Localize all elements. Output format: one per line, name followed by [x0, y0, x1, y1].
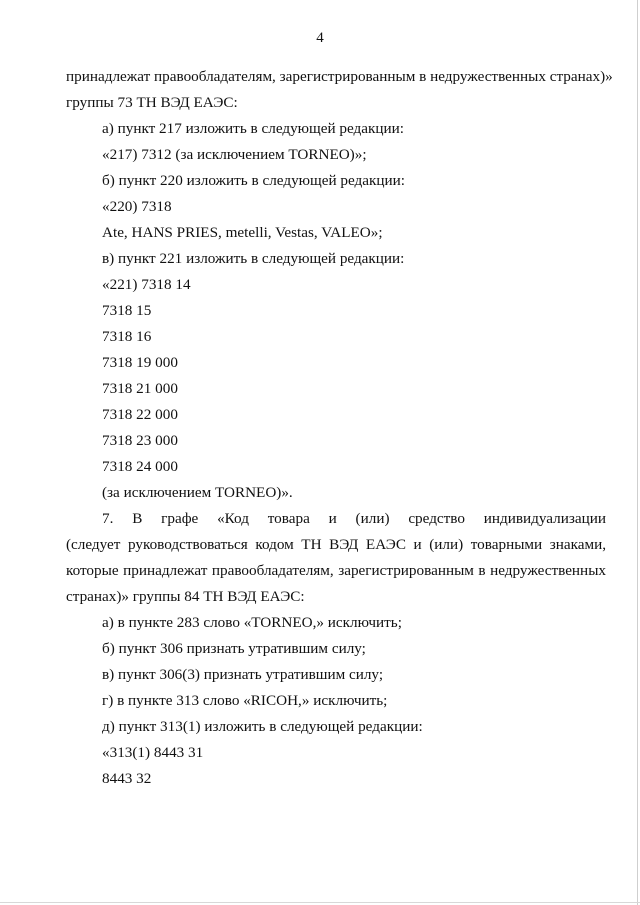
- text-line: группы 73 ТН ВЭД ЕАЭС:: [66, 94, 238, 111]
- text-line: а) в пункте 283 слово «TORNEO,» исключить;: [102, 614, 402, 631]
- text-line: в) пункт 221 изложить в следующей редакции:: [102, 250, 405, 267]
- text-line: 7. В графе «Код товара и (или) средство индивидуализации: [102, 510, 606, 527]
- page-number: 4: [316, 30, 324, 46]
- text-line: б) пункт 220 изложить в следующей редакции:: [102, 172, 405, 189]
- text-line: г) в пункте 313 слово «RICOH,» исключить;: [102, 692, 388, 709]
- text-line: «220) 7318: [102, 198, 172, 215]
- text-line: в) пункт 306(3) признать утратившим силу;: [102, 666, 384, 683]
- text-line: Ate, HANS PRIES, metelli, Vestas, VALEO»;: [102, 224, 383, 241]
- text-line: а) пункт 217 изложить в следующей редакции:: [102, 120, 404, 137]
- text-line: 7318 16: [102, 328, 152, 345]
- text-line: 7318 15: [102, 302, 152, 319]
- text-line: б) пункт 306 признать утратившим силу;: [102, 640, 366, 657]
- text-line: которые принадлежат правообладателям, зарегистрированным в недружественных: [66, 562, 606, 579]
- text-line: 7318 21 000: [102, 380, 178, 397]
- page-border-bottom: [0, 902, 640, 903]
- text-line: 8443 32: [102, 770, 152, 787]
- text-line: принадлежат правообладателям, зарегистрированным в недружественных странах)»: [66, 68, 613, 85]
- text-line: «217) 7312 (за исключением TORNEO)»;: [102, 146, 367, 163]
- document-body: [66, 64, 613, 792]
- text-line: 7318 19 000: [102, 354, 178, 371]
- page-border-right: [637, 0, 638, 905]
- text-line: (за исключением TORNEO)».: [102, 484, 293, 501]
- text-line: «221) 7318 14: [102, 276, 191, 293]
- text-line: 7318 24 000: [102, 458, 178, 475]
- text-line: (следует руководствоваться кодом ТН ВЭД ЕАЭС и (или) товарными знаками,: [66, 536, 606, 553]
- text-line: 7318 22 000: [102, 406, 178, 423]
- text-line: странах)» группы 84 ТН ВЭД ЕАЭС:: [66, 588, 305, 605]
- text-line: д) пункт 313(1) изложить в следующей редакции:: [102, 718, 423, 735]
- text-line: «313(1) 8443 31: [102, 744, 204, 761]
- text-line: 7318 23 000: [102, 432, 178, 449]
